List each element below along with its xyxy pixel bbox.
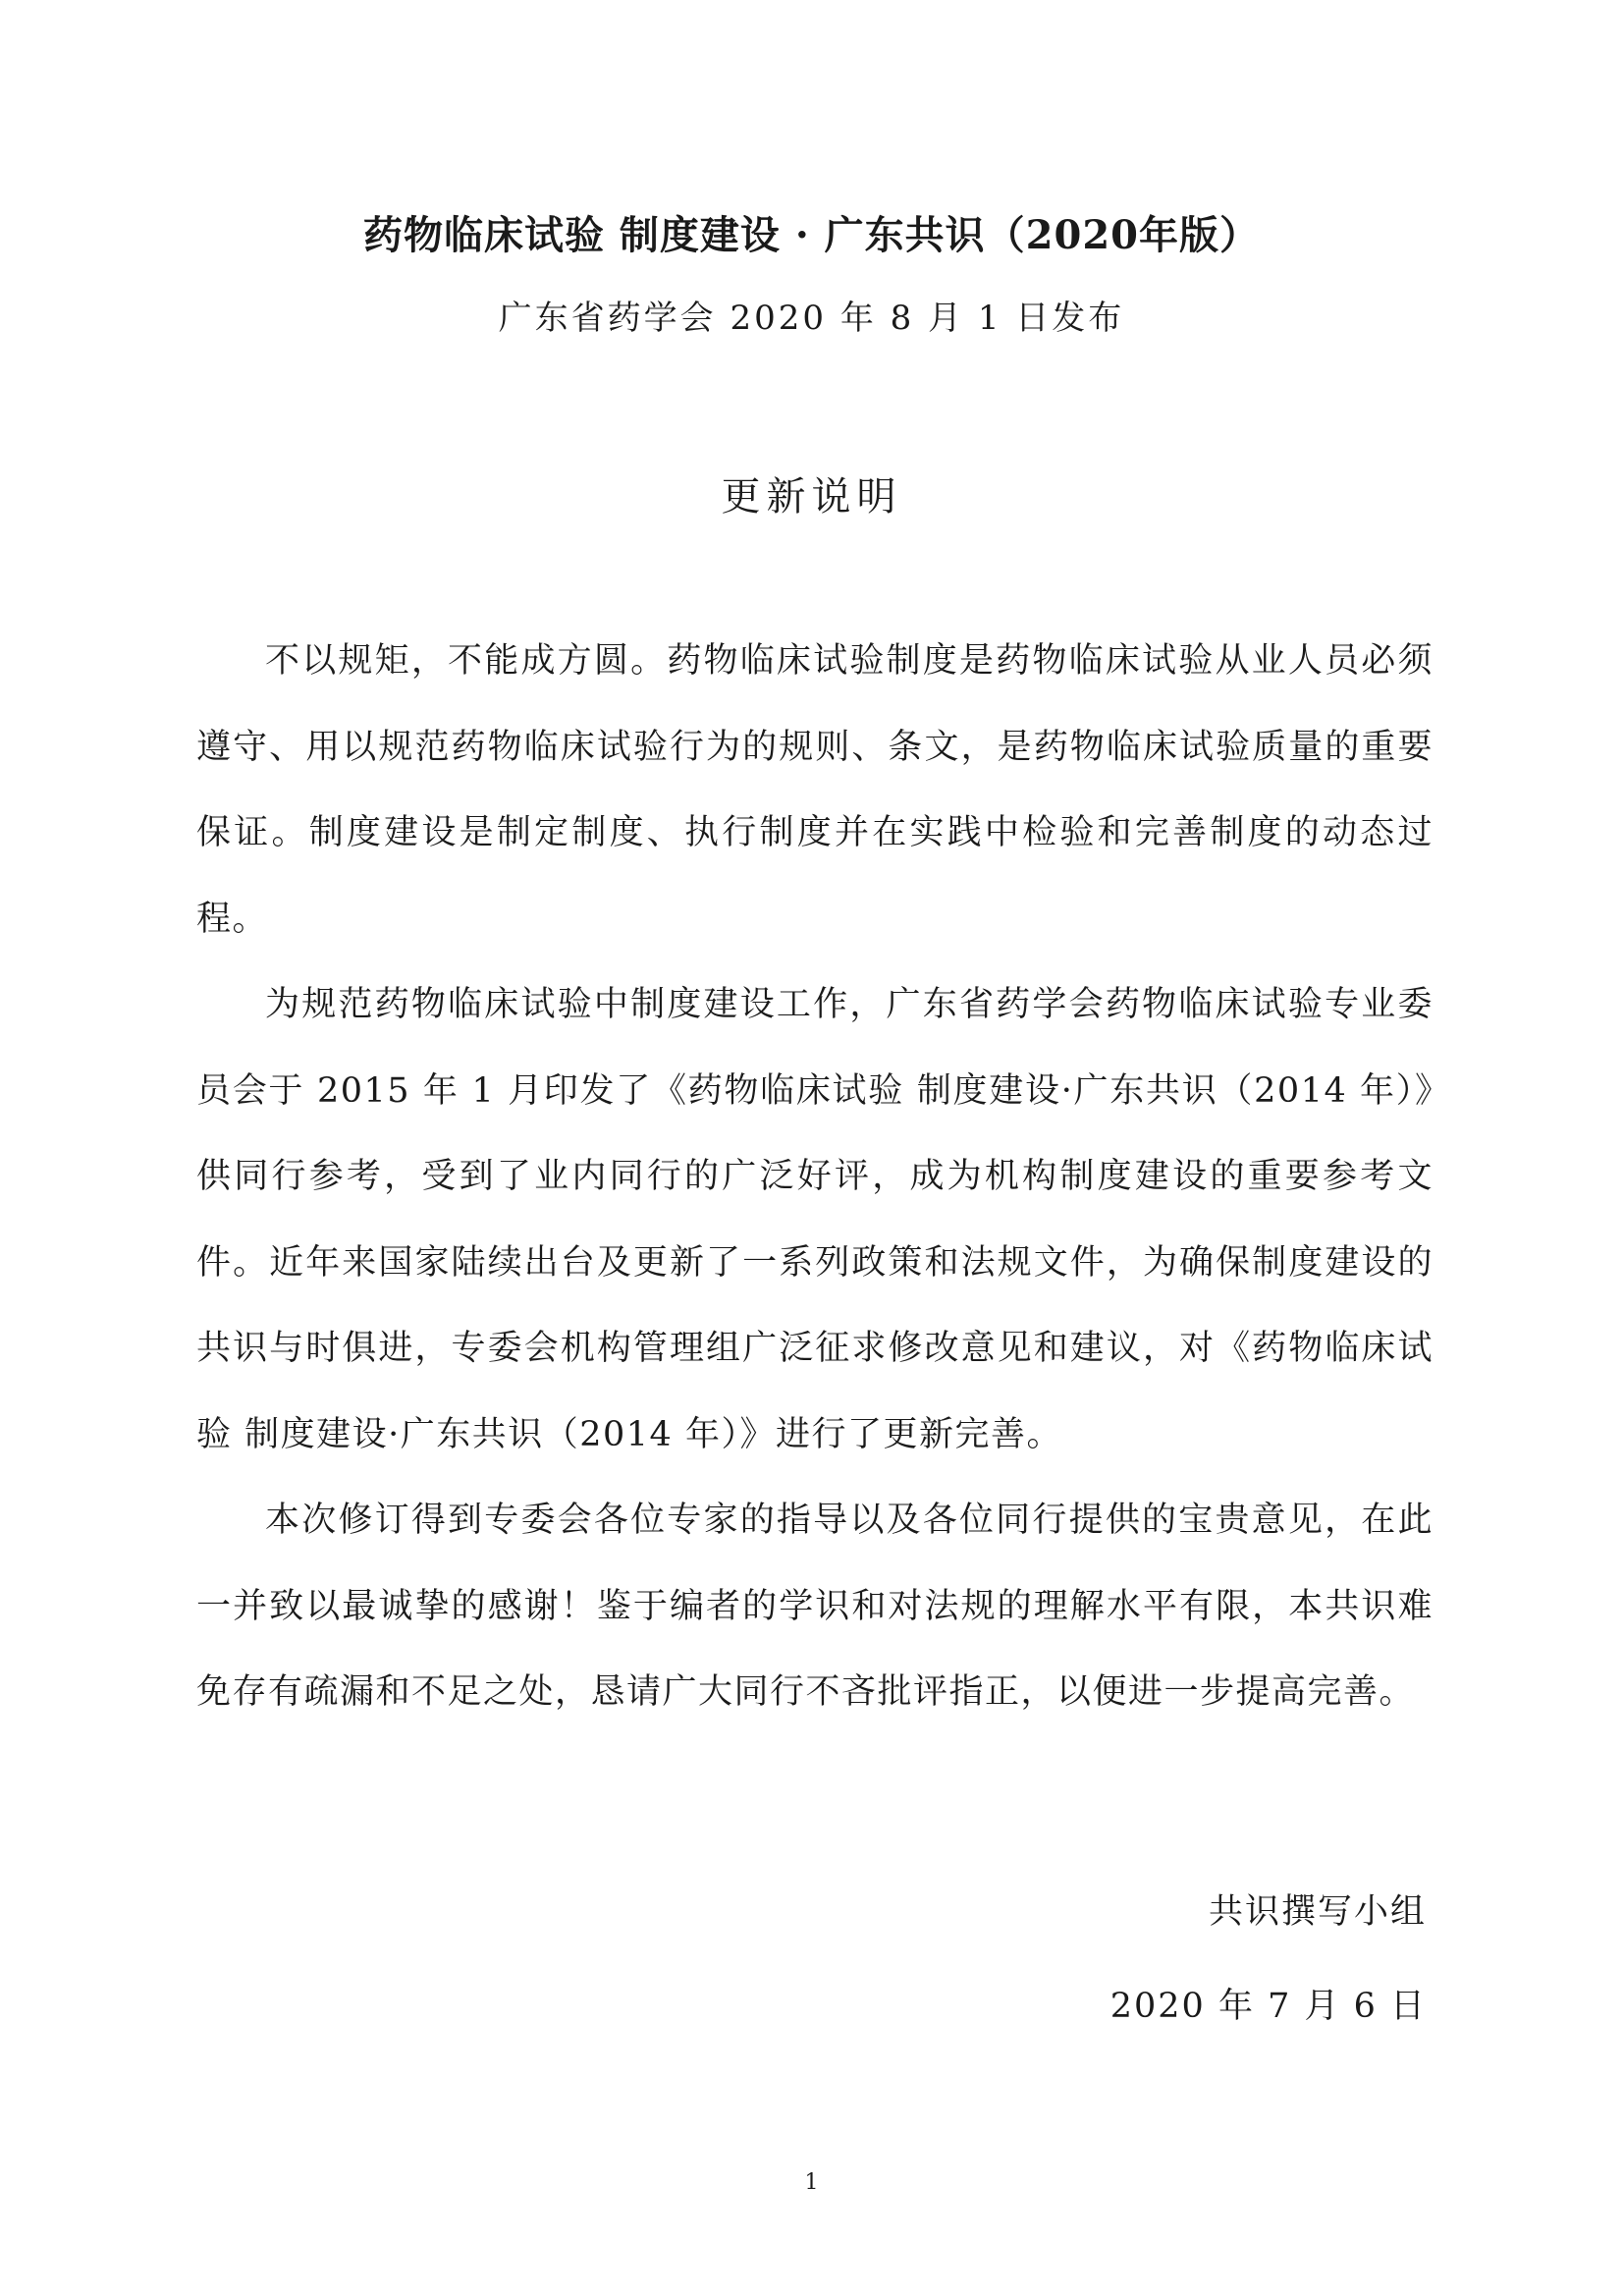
- paragraph-3: 本次修订得到专委会各位专家的指导以及各位同行提供的宝贵意见，在此一并致以最诚挚的感谢！鉴于编者的学识和对法规的理解水平有限，本共识难免存有疏漏和不足之处，恳请广大同行不吝批评指正，以便进一步提高完善。: [196, 1501, 1434, 1712]
- paragraph-2: 为规范药物临床试验中制度建设工作，广东省药学会药物临床试验专业委员会于 2015 年 1 月印发了《药物临床试验 制度建设·广东共识（2014 年）》供同行参考，受到了业内同行的广泛好评，成为机构制度建设的重要参考文件。近年来国家陆续出台及更新了一系列政策和法规文件，为确保制度建设的共识与时俱进，专委会机构管理组广泛征求修改意见和建议，对《药物临床试验 制度建设·广东共识（2014 年）》进行了更新完善。: [196, 985, 1434, 1454]
- signature: 共识撰写小组: [1208, 1892, 1427, 1932]
- page-number: 1: [804, 2170, 819, 2195]
- section-heading: 更新说明: [721, 474, 902, 519]
- signature-date: 2020 年 7 月 6 日: [1109, 1987, 1427, 2026]
- paragraph-1: 不以规矩，不能成方圆。药物临床试验制度是药物临床试验从业人员必须遵守、用以规范药物临床试验行为的规则、条文，是药物临床试验质量的重要保证。制度建设是制定制度、执行制度并在实践中检验和完善制度的动态过程。: [196, 641, 1434, 939]
- body-text: [196, 619, 1434, 1736]
- document-title: 药物临床试验 制度建设 · 广东共识（2020年版）: [362, 212, 1261, 258]
- publisher-line: 广东省药学会 2020 年 8 月 1 日发布: [498, 299, 1125, 338]
